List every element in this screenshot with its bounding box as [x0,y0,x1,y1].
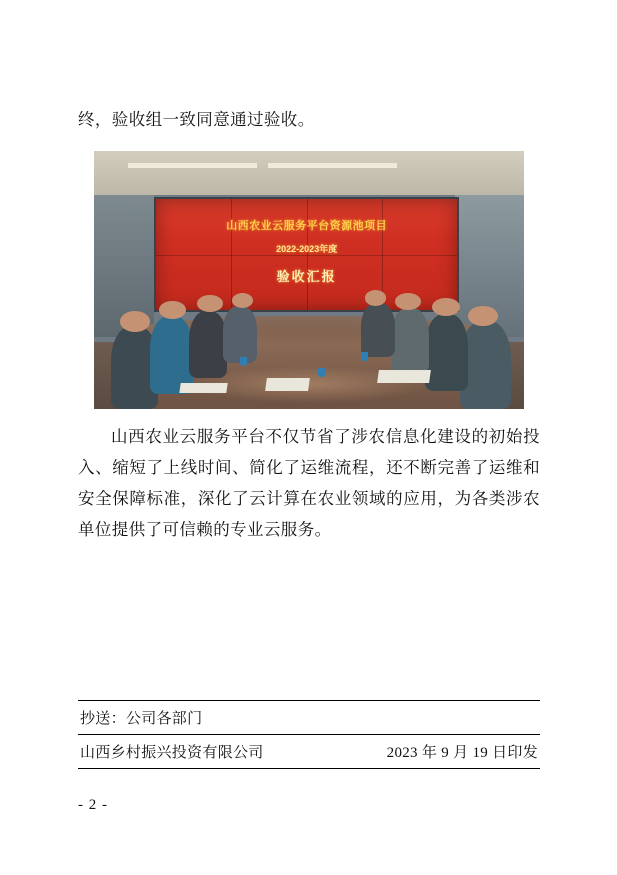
water-cup [318,368,325,377]
attendee [189,311,228,378]
photo-ceiling [94,151,524,195]
screen-title-line-2: 2022-2023年度 [276,243,338,254]
attendee-head [159,301,187,319]
attendee-head [395,293,421,310]
issuer-name: 山西乡村振兴投资有限公司 [80,745,264,761]
footer-issuer-row [78,735,540,768]
meeting-photo [94,151,524,409]
attendee-head [365,290,387,305]
paragraph-continuation: 终，验收组一致同意通过验收。 [78,110,315,129]
attendee [361,303,395,357]
document-on-table [377,370,430,383]
water-cup [361,352,368,361]
footer-distribution-row [78,701,540,734]
document-footer [78,700,540,769]
page-number: - 2 - [78,797,108,813]
photo-scene [94,151,524,409]
paragraph-summary: 山西农业云服务平台不仅节省了涉农信息化建设的初始投入、缩短了上线时间、简化了运维流程，还不断完善了运维和安全保障标准，深化了云计算在农业领域的应用，为各类涉农单位提供了可信赖的专业云服务。 [78,427,540,539]
footer-rule-bottom [78,768,540,769]
attendee-head [120,311,150,332]
attendee [425,314,468,391]
water-cup [240,357,247,366]
document-on-table [179,383,228,393]
attendee [150,316,193,393]
screen-title-line-3: 验收汇报 [276,269,337,284]
issue-date: 2023 年 9 月 19 日印发 [386,745,538,761]
distribution-label: 抄送：公司各部门 [80,711,203,727]
document-body [78,104,540,545]
screen-title-line-1: 山西农业云服务平台资源池项目 [226,220,388,233]
attendee [391,308,430,373]
attendee [223,306,257,363]
document-on-table [265,378,310,391]
attendee-head [432,298,460,316]
